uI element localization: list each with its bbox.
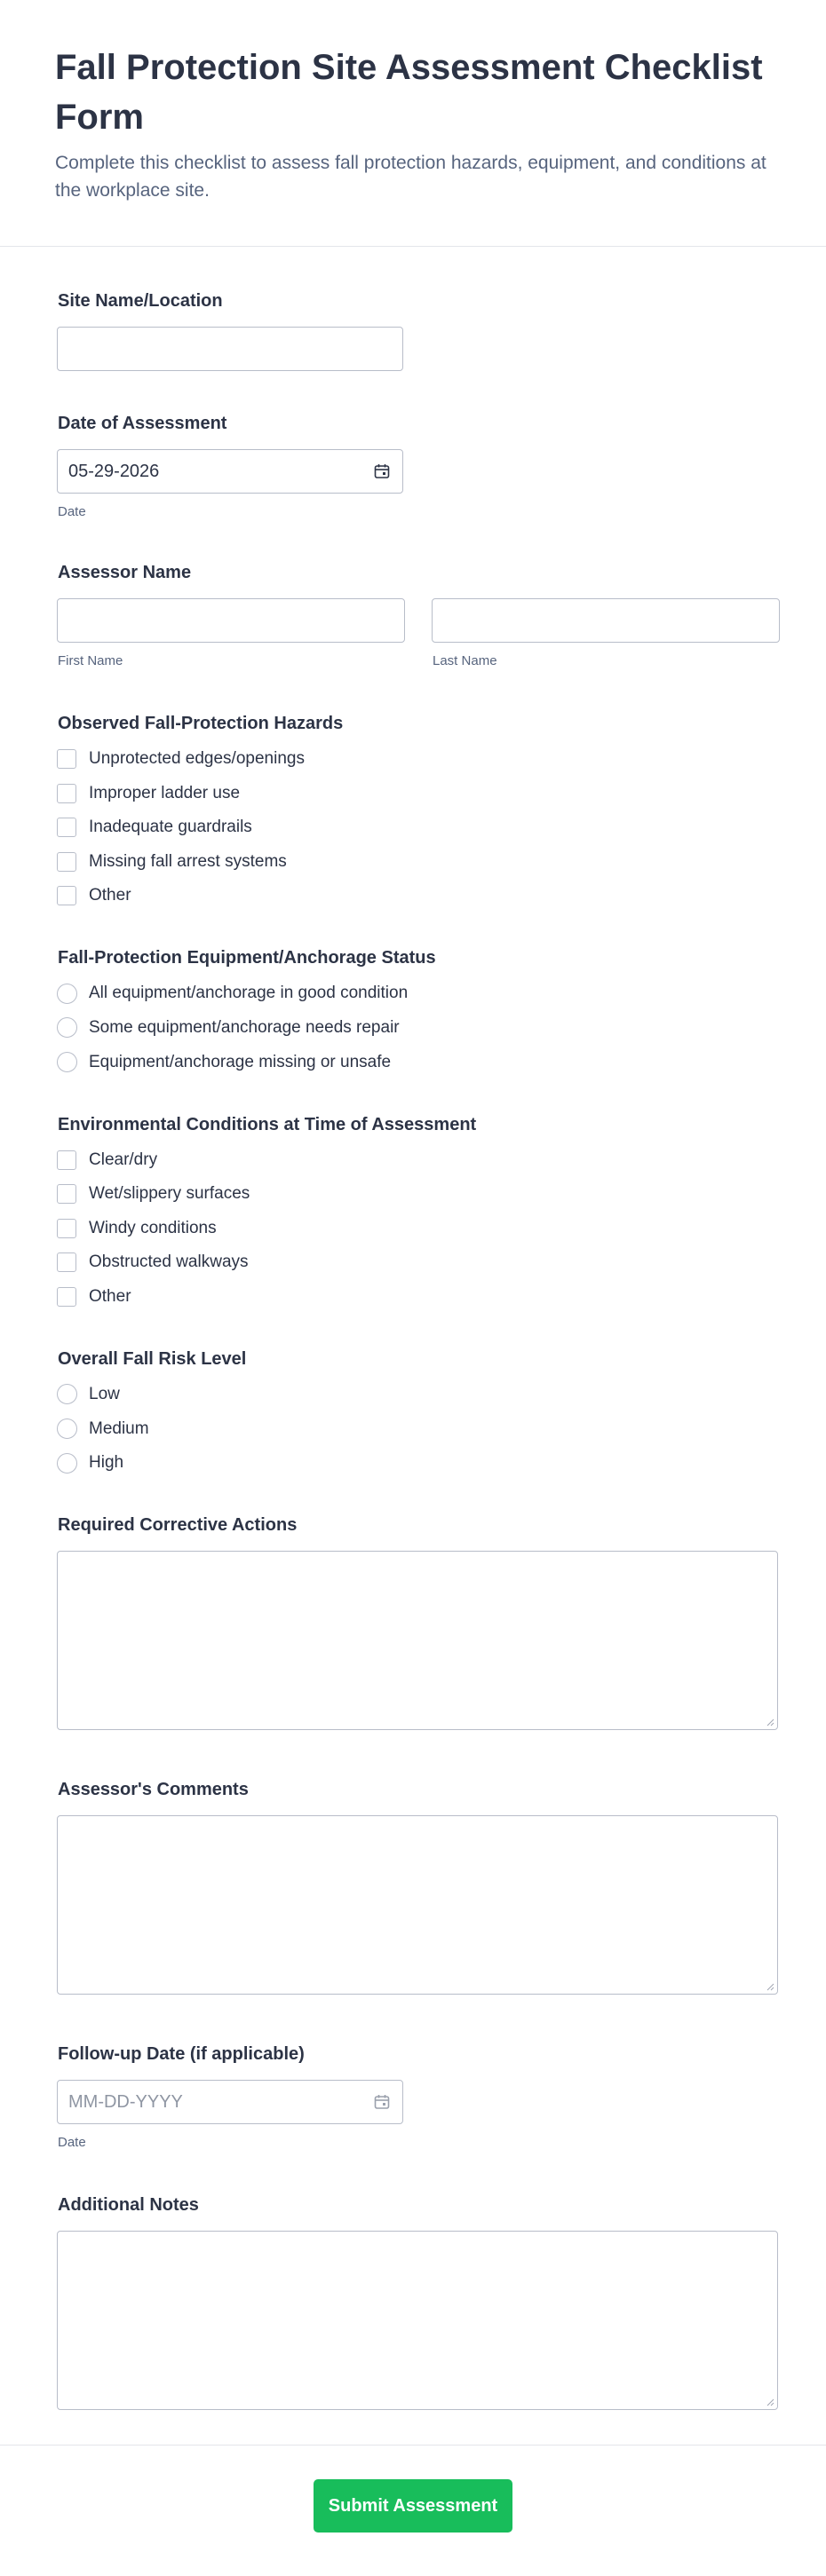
last-name-input[interactable] [432,598,780,643]
radio-button[interactable] [57,1418,77,1439]
option-label: Windy conditions [89,1218,217,1237]
checkbox[interactable] [57,1184,76,1204]
corrective-actions-field [57,1513,769,1730]
radio-button[interactable] [57,1384,77,1404]
form-subtitle: Complete this checklist to assess fall protection hazards, equipment, and conditions at the workplace site. [55,153,766,201]
assessment-date-sublabel: Date [58,504,86,519]
additional-notes-label: Additional Notes [58,2195,199,2216]
radio-button[interactable] [57,1017,77,1038]
option-label: Some equipment/anchorage needs repair [89,1017,400,1037]
option-label: Low [89,1384,120,1403]
risk-level-label: Overall Fall Risk Level [58,1348,247,1369]
option-label: Clear/dry [89,1150,158,1169]
option-label: Improper ladder use [89,783,241,802]
option-label: High [89,1453,124,1473]
option-label: Other [89,886,131,905]
calendar-icon[interactable] [373,462,391,480]
equipment-status-field [57,946,769,1073]
checkbox[interactable] [57,818,76,837]
corrective-actions-textarea[interactable] [57,1551,778,1730]
risk-level-option[interactable] [57,1383,769,1406]
checkbox[interactable] [57,749,76,769]
assessment-date-label: Date of Assessment [58,414,227,433]
first-name-sublabel: First Name [58,653,123,668]
option-label: Obstructed walkways [89,1252,249,1272]
resize-grip-icon[interactable] [766,1718,774,1727]
checkbox[interactable] [57,852,76,872]
risk-level-field [57,1347,769,1474]
option-label: All equipment/anchorage in good condition [89,984,409,1003]
radio-button[interactable] [57,1052,77,1072]
checkbox[interactable] [57,784,76,803]
environment-option[interactable] [57,1217,769,1240]
additional-notes-field [57,2193,769,2410]
site-name-field [57,289,769,371]
radio-button[interactable] [57,984,77,1004]
followup-date-label: Follow-up Date (if applicable) [58,2044,305,2065]
calendar-icon[interactable] [373,2093,391,2111]
environment-option[interactable] [57,1182,769,1205]
site-name-input[interactable] [57,327,403,371]
hazards-label: Observed Fall-Protection Hazards [58,714,344,733]
last-name-column [432,598,780,669]
followup-date-input[interactable] [57,2080,403,2124]
environment-label: Environmental Conditions at Time of Assessment [58,1114,477,1134]
option-label: Equipment/anchorage missing or unsafe [89,1052,392,1071]
assessor-name-row [57,598,769,669]
option-label: Missing fall arrest systems [89,851,287,871]
followup-date-sublabel: Date [58,2135,86,2151]
additional-notes-textarea[interactable] [57,2231,778,2410]
form-header [0,0,826,247]
option-label: Medium [89,1418,149,1438]
equipment-status-label: Fall-Protection Equipment/Anchorage Status [58,948,436,968]
option-label: Other [89,1286,131,1306]
risk-level-option[interactable] [57,1451,769,1474]
equipment-status-option[interactable] [57,982,769,1005]
option-label: Inadequate guardrails [89,818,252,837]
option-label: Wet/slippery surfaces [89,1184,250,1204]
assessor-comments-field [57,1778,769,1995]
assessor-comments-textarea[interactable] [57,1815,778,1995]
assessor-comments-label: Assessor's Comments [58,1780,249,1800]
corrective-actions-label: Required Corrective Actions [58,1515,298,1536]
option-label: Unprotected edges/openings [89,749,305,768]
first-name-input[interactable] [57,598,405,643]
hazard-option[interactable] [57,782,769,805]
environment-field [57,1113,769,1308]
environment-option[interactable] [57,1149,769,1172]
form-title: Fall Protection Site Assessment Checklist Form [55,48,763,137]
assessor-name-label: Assessor Name [58,563,192,582]
hazard-option[interactable] [57,850,769,873]
risk-level-option[interactable] [57,1418,769,1441]
followup-date-field [57,2043,769,2151]
radio-button[interactable] [57,1453,77,1474]
equipment-status-option[interactable] [57,1016,769,1039]
site-name-label: Site Name/Location [58,291,223,311]
assessment-date-field [57,412,769,520]
environment-option[interactable] [57,1251,769,1274]
form-footer [0,2445,826,2575]
followup-date-placeholder: MM-DD-YYYY [68,2091,183,2112]
checkbox[interactable] [57,1252,76,1272]
hazard-option[interactable] [57,884,769,907]
checkbox[interactable] [57,886,76,905]
hazard-option[interactable] [57,747,769,770]
checkbox[interactable] [57,1219,76,1238]
submit-assessment-button[interactable]: Submit Assessment [314,2479,512,2533]
assessment-date-value: 05-29-2026 [68,461,160,481]
resize-grip-icon[interactable] [766,1982,774,1991]
resize-grip-icon[interactable] [766,2398,774,2406]
environment-option[interactable] [57,1285,769,1308]
assessor-name-field [57,561,769,669]
checkbox[interactable] [57,1287,76,1307]
hazard-option[interactable] [57,816,769,839]
form-body [0,247,826,2445]
assessment-date-input[interactable] [57,449,403,494]
last-name-sublabel: Last Name [433,653,497,668]
checkbox[interactable] [57,1150,76,1170]
first-name-column [57,598,405,669]
equipment-status-option[interactable] [57,1051,769,1074]
hazards-field [57,712,769,907]
